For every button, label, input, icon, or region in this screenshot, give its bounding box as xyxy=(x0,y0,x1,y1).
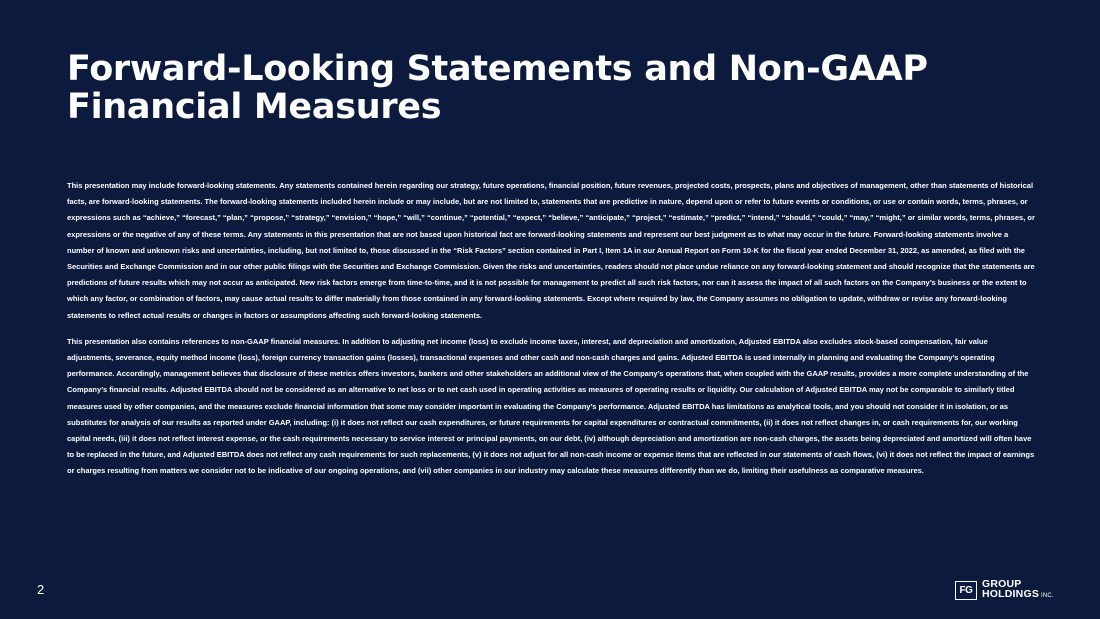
logo-line-group: GROUP xyxy=(982,578,1022,590)
forward-looking-statements-paragraph: This presentation may include forward-looking statements. Any statements contained herein regarding our strategy, future operations, financial position, future revenues, projected costs, prospects, plans and objectives of management, other than statements of historical facts, are forward-looking statements. The forward-looking statements included herein include or may include, but are not limited to, statements that are predictive in nature, depend upon or refer to future events or conditions, or use or contain words, terms, phrases, or expressions such as “achieve,” “forecast,” “plan,” “propose,” “strategy,” “envision,” “hope,” “will,” “continue,” “potential,” “expect,” “believe,” “anticipate,” “project,” “estimate,” “predict,” “intend,” “should,” “could,” “may,” “might,” or similar words, terms, phrases, or expressions or the negative of any of these terms. Any statements in this presentation that are not based upon historical fact are forward-looking statements and represent our best judgment as to what may occur in the future. Forward-looking statements involve a number of known and unknown risks and uncertainties, including, but not limited to, those discussed in the “Risk Factors” section contained in Part I, Item 1A in our Annual Report on Form 10-K for the fiscal year ended December 31, 2022, as amended, as filed with the Securities and Exchange Commission and in our other public filings with the Securities and Exchange Commission. Given the risks and uncertainties, readers should not place undue reliance on any forward-looking statement and should recognize that the statements are predictions of future results which may not occur as anticipated. New risk factors emerge from time-to-time, and it is not possible for management to predict all such risk factors, nor can it assess the impact of all such factors on the Company’s business or the extent to which any factor, or combination of factors, may cause actual results to differ materially from those contained in any forward-looking statements. Except where required by law, the Company assumes no obligation to update, withdraw or revise any forward-looking statements to reflect actual results or changes in factors or assumptions affecting such forward-looking statements. xyxy=(67,181,1035,320)
logo-holdings-text: HOLDINGS xyxy=(982,588,1040,600)
logo-suffix: INC. xyxy=(1041,593,1054,599)
logo-mark-icon: FG xyxy=(955,581,977,600)
logo-wordmark xyxy=(982,579,1054,601)
company-logo xyxy=(955,577,1054,603)
slide-title: Forward-Looking Statements and Non-GAAP Financial Measures xyxy=(67,49,928,127)
non-gaap-measures-paragraph: This presentation also contains references to non-GAAP financial measures. In addition to adjusting net income (loss) to exclude income taxes, interest, and depreciation and amortization, Adjusted EBITDA also excludes stock-based compensation, fair value adjustments, severance, equity method income (loss), foreign currency transaction gains (losses), transactional expenses and other cash and non-cash charges and gains. Adjusted EBITDA is used internally in planning and evaluating the Company’s operating performance. Accordingly, management believes that disclosure of these metrics offers investors, bankers and other stakeholders an additional view of the Company’s operations that, when coupled with the GAAP results, provides a more complete understanding of the Company’s financial results. Adjusted EBITDA should not be considered as an alternative to net loss or to net cash used in operating activities as measures of operating results or liquidity. Our calculation of Adjusted EBITDA may not be comparable to similarly titled measures used by other companies, and the measures exclude financial information that some may consider important in evaluating the Company’s performance. Adjusted EBITDA has limitations as analytical tools, and you should not consider it in isolation, or as substitutes for analysis of our results as reported under GAAP, including: (i) it does not reflect our cash expenditures, or future requirements for capital expenditures or contractual commitments, (ii) it does not reflect changes in, or cash requirements for, our working capital needs, (iii) it does not reflect interest expense, or the cash requirements necessary to service interest or principal payments, on our debt, (iv) although depreciation and amortization are non-cash charges, the assets being depreciated and amortized will often have to be replaced in the future, and Adjusted EBITDA does not reflect any cash requirements for such replacements, (v) it does not adjust for all non-cash income or expense items that are reflected in our statements of cash flows, (vi) it does not reflect the impact of earnings or charges resulting from matters we consider not to be indicative of our ongoing operations, and (vii) other companies in our industry may calculate these measures differently than we do, limiting their usefulness as comparative measures. xyxy=(67,336,1035,476)
slide-body xyxy=(67,178,1035,480)
logo-line-holdings xyxy=(982,589,1054,601)
page-number: 2 xyxy=(37,582,45,597)
